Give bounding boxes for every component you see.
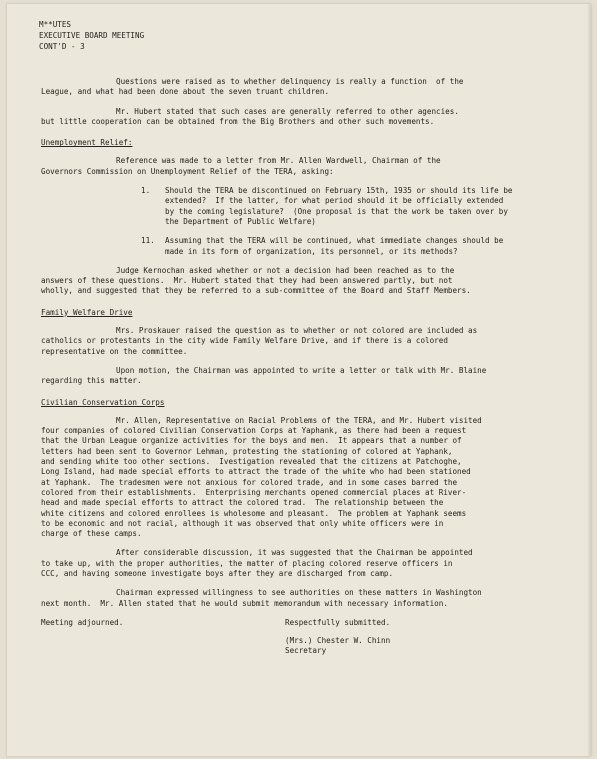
text-line: four companies of colored Civilian Conservation Corps at Yaphank, as there had been a request (41, 426, 467, 436)
text-line: to be economic and not racial, although it was observed that only white officers were in (41, 518, 444, 528)
meeting-adjourned: Meeting adjourned. (41, 617, 124, 627)
paragraph-reserve-officers (41, 548, 569, 579)
text-line: colored from their establishments. Enterprising merchants opened commercial places at River- (41, 487, 467, 497)
text-line: League, and what had been done about the seven truant children. (41, 87, 330, 97)
text-line: wholly, and suggested that they be referred to a sub-committee of the Board and Staff Members. (41, 286, 471, 296)
header-minutes: M**UTES (39, 20, 72, 29)
text-line: Judge Kernochan asked whether or not a decision had been reached as to the (116, 265, 455, 275)
header-page-label: CONT'D - 3 (39, 42, 85, 51)
text-line: and sending white too other sections. Ivestigation revealed that the citizens at Patchoghe, (41, 457, 462, 467)
text-line: that the Urban League organize activities for the boys and men. It appears that a number of (41, 436, 462, 446)
section-heading-family-welfare-drive: Family Welfare Drive (41, 307, 133, 317)
section-heading-unemployment-relief: Unemployment Relief: (41, 138, 133, 148)
text-line: charge of these camps. (41, 529, 142, 539)
text-line: letters had been sent to Governor Lehman, protesting the stationing of colored at Yaphank, (41, 446, 453, 456)
signature-block (285, 618, 390, 657)
text-line: but little cooperation can be obtained from the Big Brothers and other such movements. (41, 116, 435, 126)
respectfully-submitted: Respectfully submitted. (285, 617, 391, 627)
paragraph-proskauer (41, 326, 569, 357)
text-line: extended? If the latter, for what period should it be officially extended (165, 196, 504, 206)
text-line: head and made special efforts to attract the colored trad. The relationship between the (41, 498, 444, 508)
text-line: Long Island, had made special efforts to attract the trade of the white who had been stationed (41, 467, 471, 477)
secretary-title: Secretary (285, 646, 327, 656)
text-line: Reference was made to a letter from Mr. Allen Wardwell, Chairman of the (116, 156, 441, 166)
header-board-name: EXECUTIVE BOARD MEETING (39, 31, 145, 40)
secretary-name: (Mrs.) Chester W. Chinn (285, 636, 391, 646)
paragraph-washington (41, 588, 569, 609)
text-line: Governors Commission on Unemployment Relief of the TERA, asking: (41, 166, 334, 176)
item-number: 1. (141, 186, 151, 196)
text-line: answers of these questions. Mr. Hubert stated that they had been answered partly, but not (41, 276, 453, 286)
text-line: made in its form of organization, its personnel, or its methods? (165, 246, 458, 256)
text-line: the Department of Public Welfare) (165, 216, 316, 226)
text-line: CCC, and having someone investigate boys after they are discharged from camp. (41, 568, 394, 578)
document-header (39, 19, 144, 52)
item-number: 11. (141, 236, 155, 246)
paragraph-yaphank-visit (41, 416, 569, 540)
text-line: to take up, with the proper authorities, the matter of placing colored reserve officers in (41, 558, 453, 568)
paragraph-kernochan (41, 266, 569, 297)
section-heading-civilian-conservation-corps: Civilian Conservation Corps (41, 397, 165, 407)
paragraph-delinquency (41, 77, 569, 98)
text-line: Mr. Hubert stated that such cases are generally referred to other agencies. (116, 106, 459, 116)
paragraph-hubert-agencies (41, 107, 569, 128)
text-line: Mr. Allen, Representative on Racial Problems of the TERA, and Mr. Hubert visited (116, 415, 482, 425)
text-line: After considerable discussion, it was suggested that the Chairman be appointed (116, 548, 473, 558)
signature-gap (285, 628, 390, 636)
text-line: Assuming that the TERA will be continued, what immediate changes should be (165, 236, 504, 246)
question-item-1 (41, 186, 569, 227)
text-line: white citizens and colored enrollees is wholesome and pleasant. The problem at Yaphank seems (41, 508, 467, 518)
paragraph-motion-blaine (41, 366, 569, 387)
text-line: at Yaphank. The tradesmen were not anxious for colored trade, and in some cases barred the (41, 477, 458, 487)
closing-block (41, 618, 569, 670)
text-line: by the coming legislature? (One proposal is that the work be taken over by (165, 206, 508, 216)
text-line: Questions were raised as to whether delinquency is really a function of the (116, 77, 464, 86)
question-item-2 (41, 236, 569, 257)
paragraph-wardwell-letter (41, 156, 569, 177)
text-line: Mrs. Proskauer raised the question as to whether or not colored are included as (116, 326, 478, 336)
text-line: next month. Mr. Allen stated that he would submit memorandum with necessary information. (41, 598, 448, 608)
text-line: regarding this matter. (41, 376, 142, 386)
document-body (41, 77, 569, 670)
document-page (7, 4, 591, 756)
text-line: Should the TERA be discontinued on February 15th, 1935 or should its life be (165, 186, 513, 196)
text-line: catholics or protestants in the city wide Family Welfare Drive, and if there is a colored (41, 336, 448, 346)
text-line: representative on the committee. (41, 346, 188, 356)
text-line: Upon motion, the Chairman was appointed to write a letter or talk with Mr. Blaine (116, 365, 487, 375)
text-line: Chairman expressed willingness to see authorities on these matters in Washington (116, 588, 482, 598)
